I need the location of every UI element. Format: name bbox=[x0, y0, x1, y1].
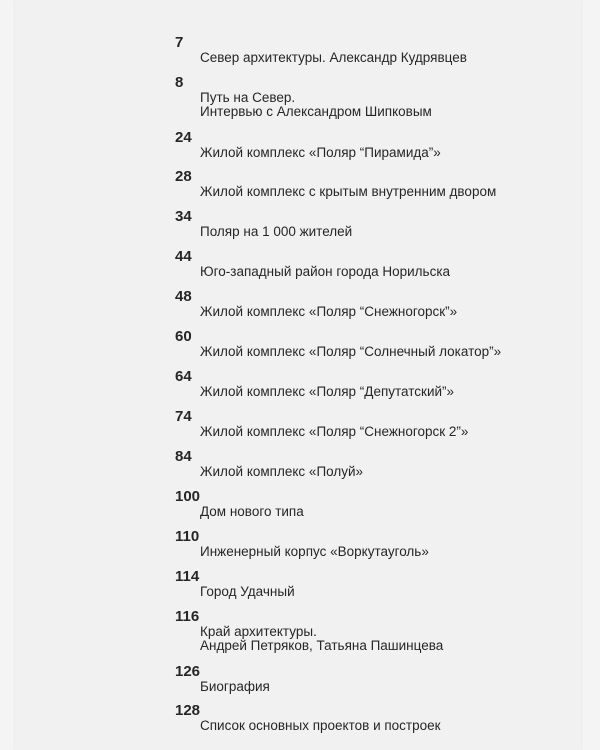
toc-title-line: Биография bbox=[200, 679, 270, 694]
toc-title-line: Жилой комплекс «Поляр “Депутатский”» bbox=[200, 384, 455, 399]
toc-title-line: Край архитектуры. bbox=[200, 624, 317, 639]
toc-title bbox=[200, 425, 468, 439]
toc-page-number: 110 bbox=[175, 528, 200, 545]
toc-page-number: 48 bbox=[175, 288, 192, 305]
toc-page-number: 24 bbox=[175, 129, 192, 146]
toc-title bbox=[200, 225, 352, 239]
toc-page-number: 84 bbox=[175, 448, 192, 465]
toc-page-number: 100 bbox=[175, 488, 201, 505]
toc-page-number: 114 bbox=[175, 568, 200, 585]
toc-title-line: Юго-западный район города Норильска bbox=[200, 264, 451, 279]
toc-title bbox=[200, 719, 441, 733]
toc-title-line: Жилой комплекс «Поляр “Снежногорск”» bbox=[200, 304, 458, 319]
toc-title bbox=[200, 345, 501, 359]
toc-page-number: 60 bbox=[175, 328, 192, 345]
toc-title-line: Инженерный корпус «Воркутауголь» bbox=[200, 544, 429, 559]
toc-page-number: 64 bbox=[175, 368, 192, 385]
document-page bbox=[15, 0, 581, 750]
toc-title bbox=[200, 625, 443, 653]
toc-title bbox=[200, 185, 496, 199]
toc-title-line: Север архитектуры. Александр Кудрявцев bbox=[200, 50, 467, 65]
toc-title bbox=[200, 91, 432, 119]
toc-page-number: 34 bbox=[175, 208, 192, 225]
toc-title-line: Андрей Петряков, Татьяна Пашинцева bbox=[200, 638, 444, 653]
toc-title bbox=[200, 265, 450, 279]
toc-title-line: Жилой комплекс с крытым внутренним двором bbox=[200, 184, 497, 199]
toc-page-number: 8 bbox=[175, 74, 184, 91]
toc-title-line: Жилой комплекс «Поляр “Пирамида”» bbox=[200, 145, 441, 160]
toc-title-line: Поляр на 1 000 жителей bbox=[200, 224, 353, 239]
table-of-contents bbox=[15, 0, 581, 750]
toc-title-line: Дом нового типа bbox=[200, 504, 304, 519]
toc-title bbox=[200, 545, 429, 559]
toc-page-number: 128 bbox=[175, 702, 201, 719]
toc-title bbox=[200, 146, 441, 160]
toc-title-line: Путь на Север. bbox=[200, 90, 296, 105]
toc-title bbox=[200, 51, 467, 65]
toc-page-number: 28 bbox=[175, 168, 192, 185]
toc-page-number: 126 bbox=[175, 663, 201, 680]
toc-page-number: 116 bbox=[175, 608, 200, 625]
toc-title bbox=[200, 385, 454, 399]
toc-title-line: Жилой комплекс «Поляр “Солнечный локатор”» bbox=[200, 344, 502, 359]
toc-title-line: Город Удачный bbox=[200, 584, 295, 599]
toc-page-number: 7 bbox=[175, 34, 184, 51]
toc-page-number: 74 bbox=[175, 408, 192, 425]
toc-title bbox=[200, 680, 270, 694]
toc-title bbox=[200, 465, 363, 479]
toc-title bbox=[200, 585, 295, 599]
toc-title bbox=[200, 505, 304, 519]
toc-title-line: Жилой комплекс «Поляр “Снежногорск 2”» bbox=[200, 424, 469, 439]
toc-title-line: Список основных проектов и построек bbox=[200, 718, 441, 733]
toc-page-number: 44 bbox=[175, 248, 192, 265]
toc-title-line: Интервью с Александром Шипковым bbox=[200, 104, 432, 119]
toc-title bbox=[200, 305, 457, 319]
toc-title-line: Жилой комплекс «Полуй» bbox=[200, 464, 364, 479]
